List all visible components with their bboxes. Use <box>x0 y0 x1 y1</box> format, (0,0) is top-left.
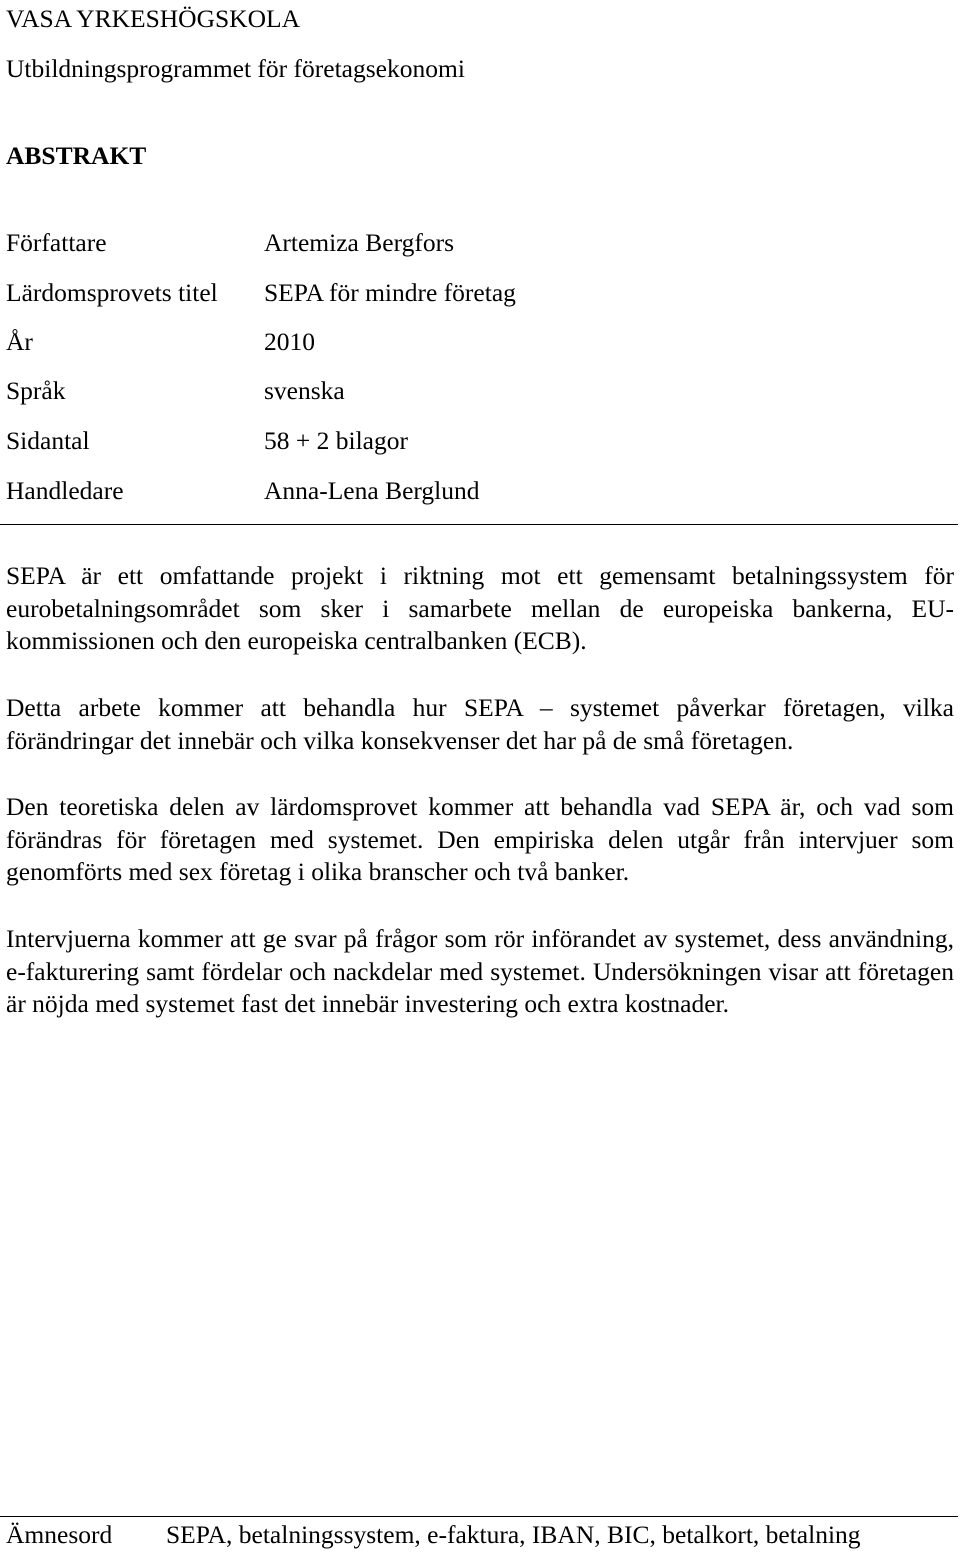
divider-top <box>0 524 958 525</box>
meta-value-supervisor: Anna-Lena Berglund <box>264 476 480 505</box>
meta-label-title: Lärdomsprovets titel <box>6 278 218 307</box>
meta-value-title: SEPA för mindre företag <box>264 278 516 307</box>
meta-label-language: Språk <box>6 376 66 405</box>
meta-value-author: Artemiza Bergfors <box>264 228 455 257</box>
institution-name: VASA YRKESHÖGSKOLA <box>6 4 301 33</box>
meta-label-supervisor: Handledare <box>6 476 124 505</box>
meta-label-author: Författare <box>6 228 107 257</box>
abstract-heading: ABSTRAKT <box>6 141 147 170</box>
meta-value-language: svenska <box>264 376 345 405</box>
meta-value-pages: 58 + 2 bilagor <box>264 426 408 455</box>
abstract-paragraph: Den teoretiska delen av lärdomsprovet kommer att behandla vad SEPA är, och vad som förändras för företagen med systemet. Den empiriska delen utgår från intervjuer som genomförts med sex företag i olika branscher och två banker. <box>6 792 954 886</box>
abstract-paragraph: Detta arbete kommer att behandla hur SEPA – systemet påverkar företagen, vilka förändringar det innebär och vilka konsekvenser det har på de små företagen. <box>6 693 954 755</box>
program-name: Utbildningsprogrammet för företagsekonomi <box>6 54 465 83</box>
keywords-value: SEPA, betalningssystem, e-faktura, IBAN, BIC, betalkort, betalning <box>166 1520 861 1549</box>
abstract-paragraph: SEPA är ett omfattande projekt i riktning mot ett gemensamt betalningssystem för eurobetalningsområdet som sker i samarbete mellan de europeiska bankerna, EU-kommissionen och den europeiska centralbanken (ECB). <box>6 561 954 655</box>
meta-label-pages: Sidantal <box>6 426 90 455</box>
meta-value-year: 2010 <box>264 327 315 356</box>
abstract-paragraph: Intervjuerna kommer att ge svar på frågor som rör införandet av systemet, dess användning, e-fakturering samt fördelar och nackdelar med systemet. Undersökningen visar att företagen är nöjda med systemet fast det innebär investering och extra kostnader. <box>6 924 954 1018</box>
meta-label-year: År <box>6 327 33 356</box>
keywords-label: Ämnesord <box>6 1520 113 1549</box>
divider-bottom <box>0 1516 958 1517</box>
